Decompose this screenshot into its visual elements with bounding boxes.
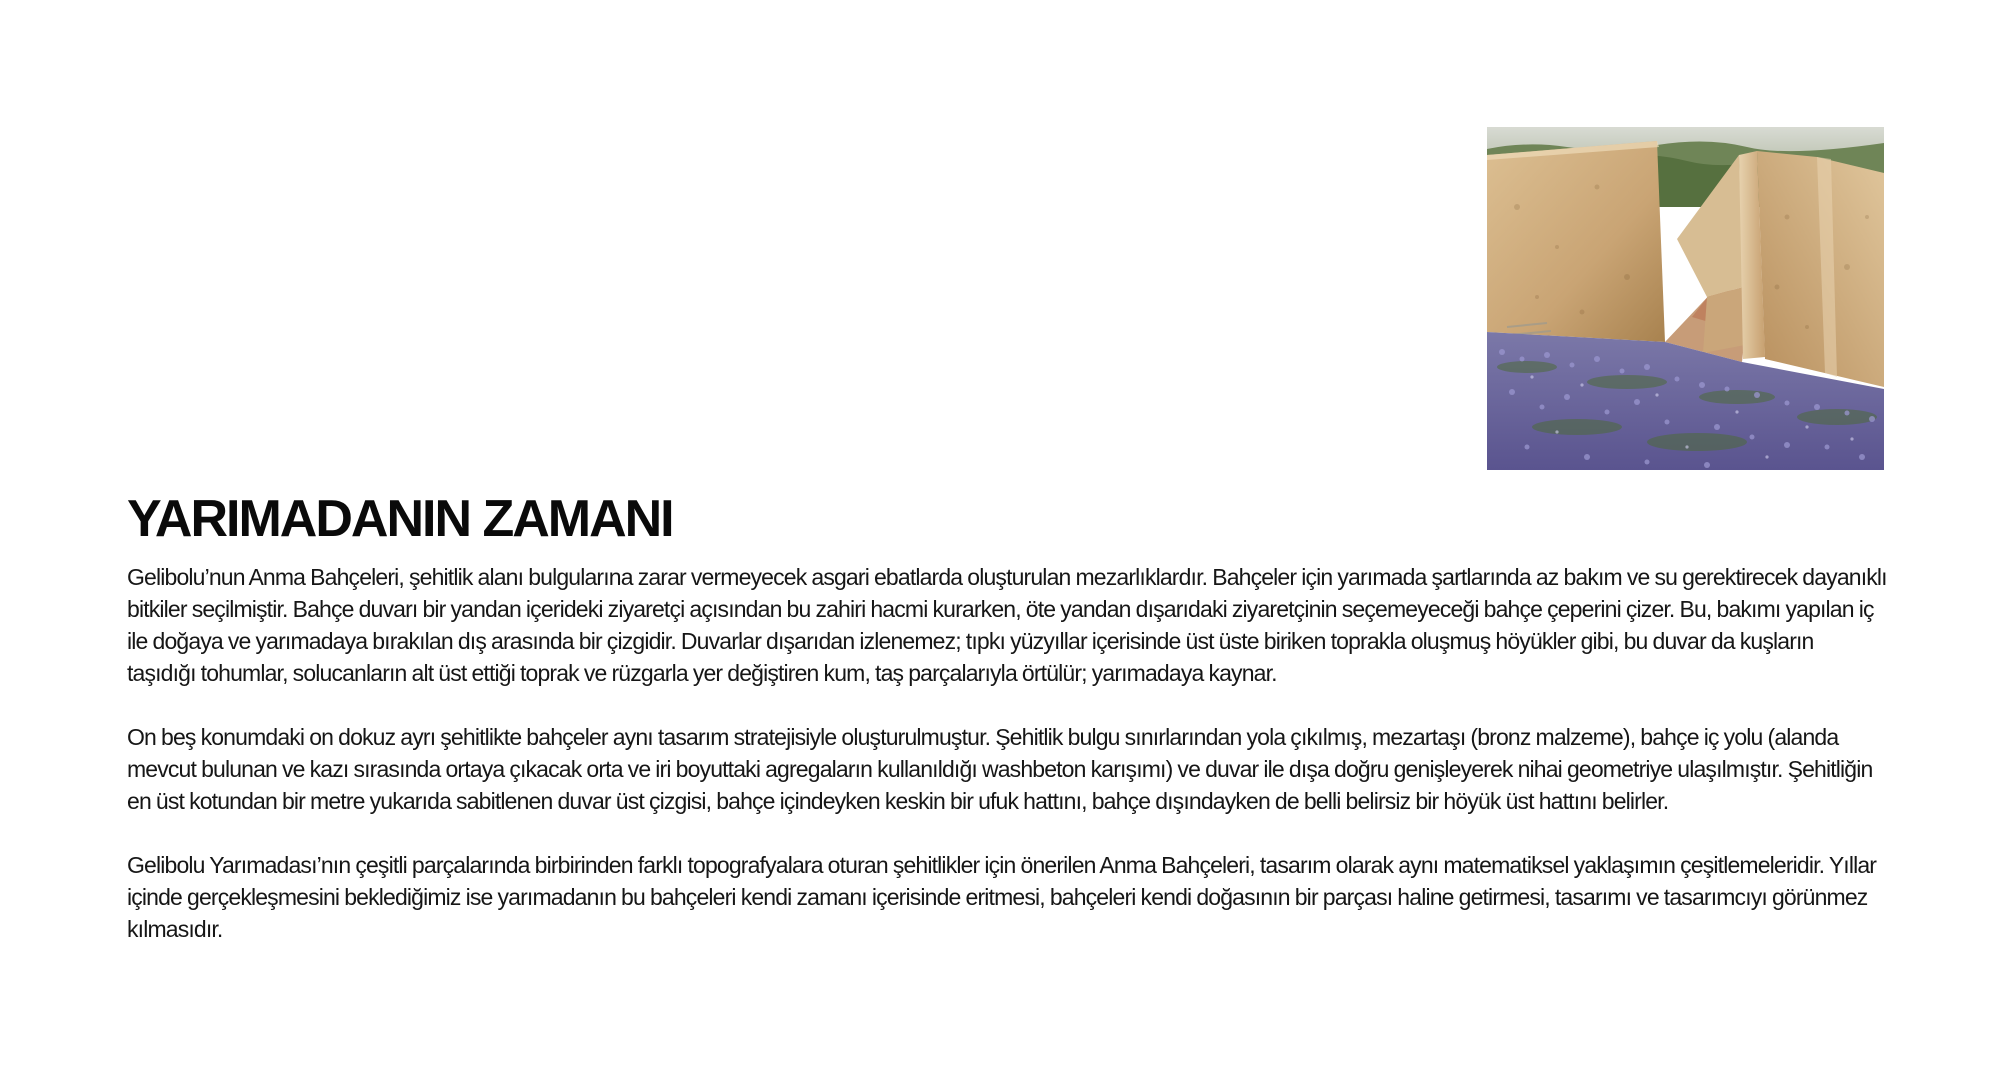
paragraph: On beş konumdaki on dokuz ayrı şehitlikte bahçeler aynı tasarım stratejisiyle oluşturulmuştur. Şehitlik bulgu sınırlarından yola çıkılmış, mezartaşı (bronz malzeme), bahçe iç yolu (alanda mevcut bulunan ve kazı sırasında ortaya çıkacak orta ve iri boyuttaki agregaların kullanıldığı washbeton karışımı) ve duvar ile dışa doğru genişleyerek nihai geometriye ulaşılmıştır. Şehitliğin en üst kotundan bir metre yukarıda sabitlenen duvar üst çizgisi, bahçe içindeyken keskin bir ufuk hattını, bahçe dışındayken de belli belirsiz bir höyük üst hattını belirler.: [127, 724, 1873, 814]
paragraph: Gelibolu Yarımadası’nın çeşitli parçalarında birbirinden farklı topografyalara oturan şehitlikler için önerilen Anma Bahçeleri, tasarım olarak aynı matematiksel yaklaşımın çeşitlemeleridir. Yıllar içinde gerçekleşmesini beklediğimiz ise yarımadanın bu bahçeleri kendi zamanı içerisinde eritmesi, bahçeleri kendi doğasının bir parçası haline getirmesi, tasarımı ve tasarımcıyı görünmez kılmasıdır.: [127, 852, 1877, 942]
garden-render-image: [1487, 127, 1884, 470]
paragraph: Gelibolu’nun Anma Bahçeleri, şehitlik alanı bulgularına zarar vermeyecek asgari ebatlarda oluşturulan mezarlıklardır. Bahçeler için yarımada şartlarında az bakım ve su gerektirecek dayanıklı bitkiler seçilmiştir. Bahçe duvarı bir yandan içerideki ziyaretçi açısından bu zahiri hacmi kurarken, öte yandan dışarıdaki ziyaretçinin seçemeyeceği bahçe çeperini çizer. Bu, bakımı yapılan iç ile doğaya ve yarımadaya bırakılan dış arasında bir çizgidir. Duvarlar dışarıdan izlenemez; tıpkı yüzyıllar içerisinde üst üste biriken toprakla oluşmuş höyükler gibi, bu duvar da kuşların taşıdığı tohumlar, solucanların alt üst ettiği toprak ve rüzgarla yer değiştiren kum, taş parçalarıyla örtülür; yarımadaya kaynar.: [127, 564, 1887, 686]
body-text: [127, 561, 1887, 977]
page-title: YARIMADANIN ZAMANI: [127, 490, 673, 548]
